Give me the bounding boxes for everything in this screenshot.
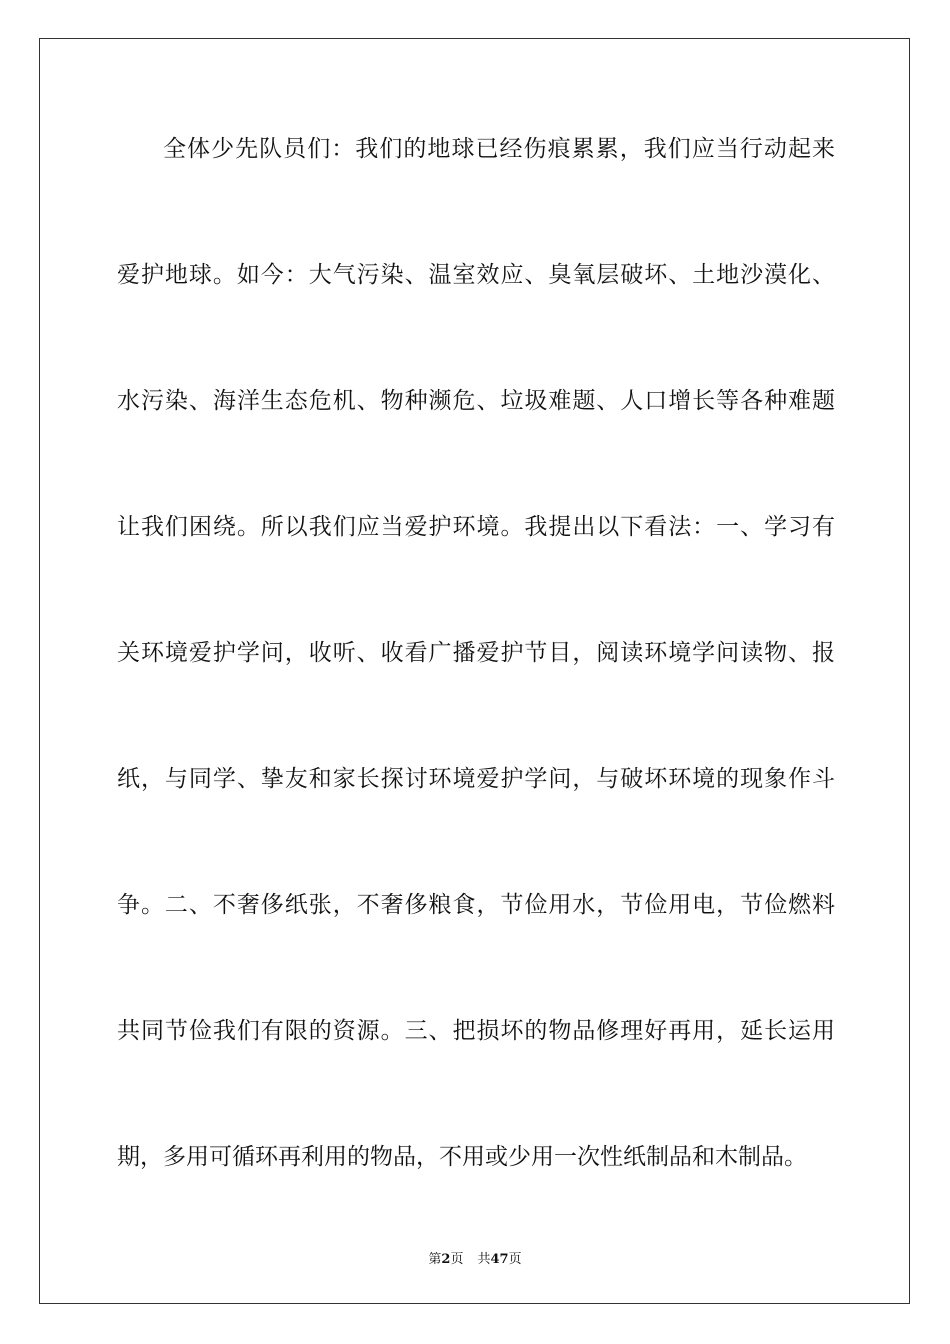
body-line-5: 关环境爱护学问，收听、收看广播爱护节目，阅读环境学问读物、报 bbox=[117, 640, 835, 666]
page-footer bbox=[0, 1248, 950, 1267]
total-suffix: 页 bbox=[508, 1252, 522, 1267]
body-line-8: 共同节俭我们有限的资源。三、把损坏的物品修理好再用，延长运用 bbox=[117, 1018, 835, 1044]
body-line-4: 让我们困绕。所以我们应当爱护环境。我提出以下看法：一、学习有 bbox=[117, 514, 835, 540]
page-prefix: 第 bbox=[428, 1252, 442, 1267]
body-line-9: 期，多用可循环再利用的物品，不用或少用一次性纸制品和木制品。 bbox=[117, 1144, 807, 1170]
page-number: 2 bbox=[441, 1252, 451, 1267]
page-suffix: 页 bbox=[450, 1252, 464, 1267]
total-prefix: 共 bbox=[477, 1252, 491, 1267]
body-line-6: 纸，与同学、挚友和家长探讨环境爱护学问，与破坏环境的现象作斗 bbox=[117, 766, 835, 792]
body-line-7: 争。二、不奢侈纸张，不奢侈粮食，节俭用水，节俭用电，节俭燃料 bbox=[117, 892, 835, 918]
total-pages: 47 bbox=[490, 1252, 509, 1267]
body-line-2: 爱护地球。如今：大气污染、温室效应、臭氧层破坏、土地沙漠化、 bbox=[117, 262, 835, 288]
body-line-1: 全体少先队员们：我们的地球已经伤痕累累，我们应当行动起来 bbox=[163, 136, 835, 162]
body-line-3: 水污染、海洋生态危机、物种濒危、垃圾难题、人口增长等各种难题 bbox=[117, 388, 835, 414]
body-paragraph bbox=[117, 126, 835, 1260]
